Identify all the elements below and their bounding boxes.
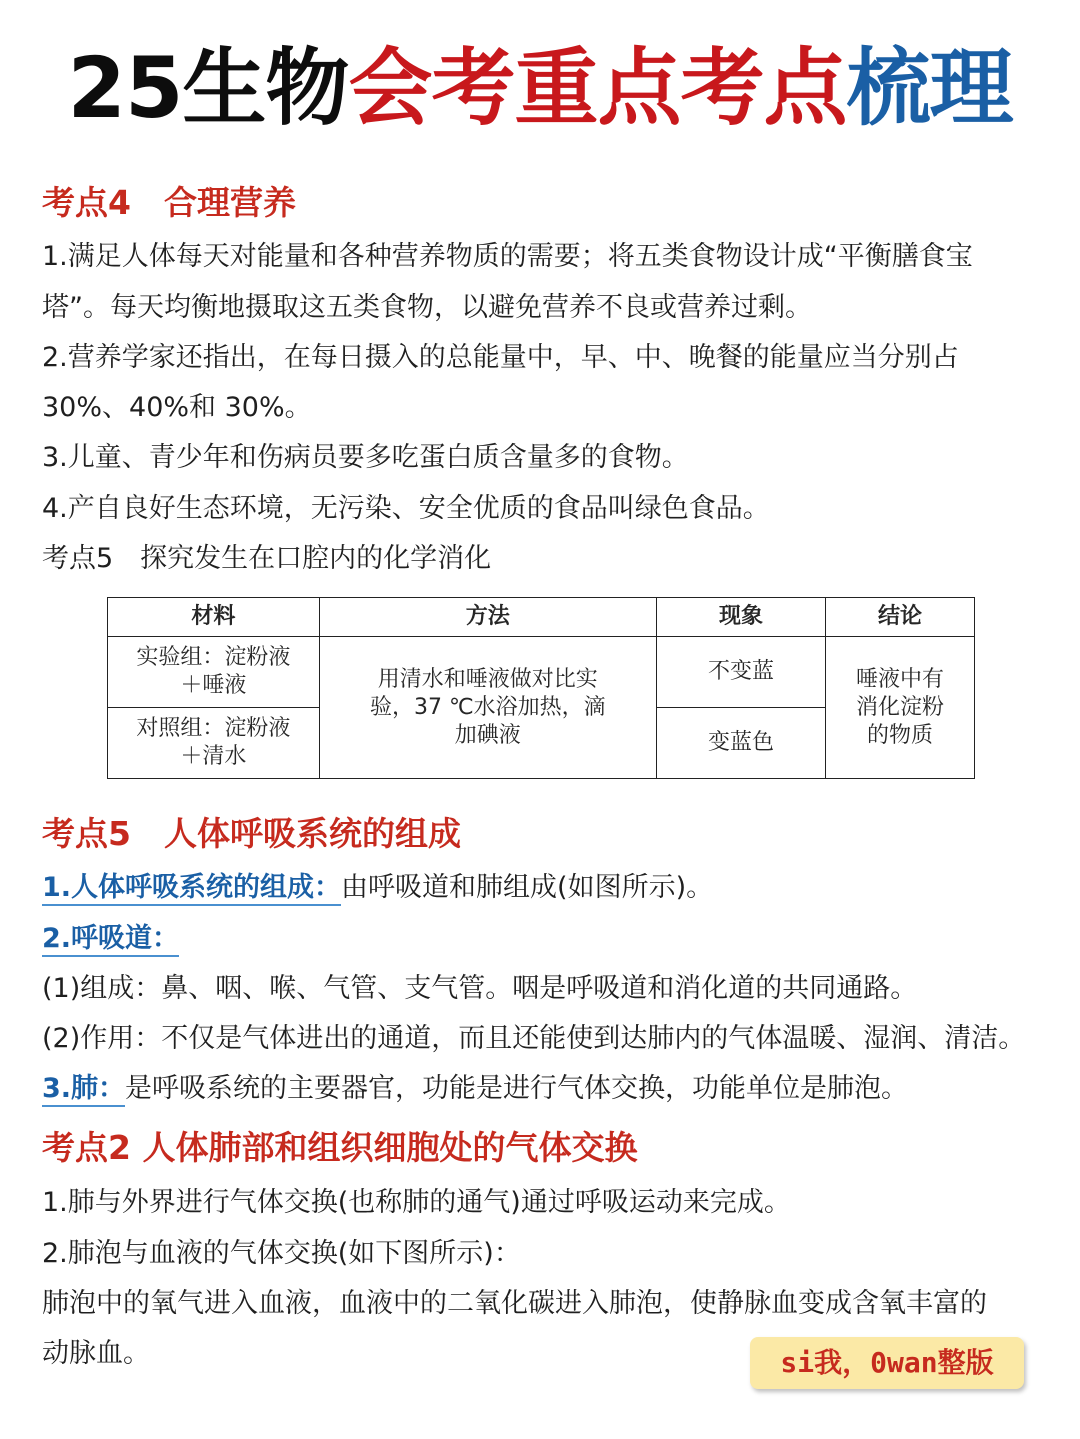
section-2-line-2: 2.肺泡与血液的气体交换(如下图所示)： — [42, 1238, 521, 1269]
table-cell-conclusion: 唾液中有消化淀粉的物质 — [826, 637, 975, 779]
section-4-heading: 考点4 合理营养 — [42, 183, 296, 222]
section-5b-item-1-text: 由呼吸道和肺组成(如图所示)。 — [341, 872, 714, 903]
section-5b-item-3 — [42, 1069, 908, 1109]
table-row — [108, 637, 975, 708]
section-5b-item-2-label: 2.呼吸道： — [42, 923, 179, 957]
section-5b-item-1 — [42, 868, 713, 908]
section-5a-heading: 考点5 探究发生在口腔内的化学消化 — [42, 543, 492, 574]
table-cell-phenomenon-control: 变蓝色 — [656, 708, 825, 779]
table-header-conclusion: 结论 — [826, 598, 975, 637]
section-4-line-3: 2.营养学家还指出，在每日摄入的总能量中，早、中、晚餐的能量应当分别占 — [42, 342, 959, 373]
watermark-badge: si我，0wan整版 — [750, 1337, 1024, 1389]
table-header-row — [108, 598, 975, 637]
table-cell-material-control: 对照组：淀粉液＋清水 — [108, 708, 320, 779]
table-header-method: 方法 — [319, 598, 656, 637]
title-part-1: 25生物 — [67, 39, 349, 137]
table-cell-method: 用清水和唾液做对比实验，37 ℃水浴加热，滴加碘液 — [319, 637, 656, 779]
section-5b-item-3-text: 是呼吸系统的主要器官，功能是进行气体交换，功能单位是肺泡。 — [125, 1073, 909, 1104]
table-header-material: 材料 — [108, 598, 320, 637]
section-4-line-4: 30%、40%和 30%。 — [42, 392, 312, 423]
section-2-heading: 考点2 人体肺部和组织细胞处的气体交换 — [42, 1128, 638, 1167]
title-part-3: 梳理 — [846, 39, 1013, 137]
table-cell-phenomenon-experiment: 不变蓝 — [656, 637, 825, 708]
title-part-2: 会考重点考点 — [348, 39, 847, 137]
section-5b-item-2-line-2: (2)作用：不仅是气体进出的通道，而且还能使到达肺内的气体温暖、湿润、清洁。 — [42, 1023, 1026, 1054]
section-4-line-1: 1.满足人体每天对能量和各种营养物质的需要；将五类食物设计成“平衡膳食宝 — [42, 241, 973, 272]
table-header-phenomenon: 现象 — [656, 598, 825, 637]
section-5b-item-1-label: 1.人体呼吸系统的组成： — [42, 872, 341, 906]
section-5b-item-2-line-1: (1)组成：鼻、咽、喉、气管、支气管。咽是呼吸道和消化道的共同通路。 — [42, 973, 918, 1004]
experiment-table — [107, 597, 975, 779]
section-2-line-1: 1.肺与外界进行气体交换(也称肺的通气)通过呼吸运动来完成。 — [42, 1187, 791, 1218]
section-2-line-3: 肺泡中的氧气进入血液，血液中的二氧化碳进入肺泡，使静脉血变成含氧丰富的 — [42, 1288, 987, 1319]
section-4-line-6: 4.产自良好生态环境，无污染、安全优质的食品叫绿色食品。 — [42, 493, 770, 524]
table-cell-material-experiment: 实验组：淀粉液＋唾液 — [108, 637, 320, 708]
section-5b-heading: 考点5 人体呼吸系统的组成 — [42, 814, 461, 853]
section-4-line-5: 3.儿童、青少年和伤病员要多吃蛋白质含量多的食物。 — [42, 442, 689, 473]
section-5b-item-2 — [42, 919, 179, 959]
section-4-line-2: 塔”。每天均衡地摄取这五类食物，以避免营养不良或营养过剩。 — [42, 292, 812, 323]
page-title — [0, 38, 1080, 138]
section-5b-item-3-label: 3.肺： — [42, 1073, 125, 1107]
section-2-line-4: 动脉血。 — [42, 1338, 150, 1369]
